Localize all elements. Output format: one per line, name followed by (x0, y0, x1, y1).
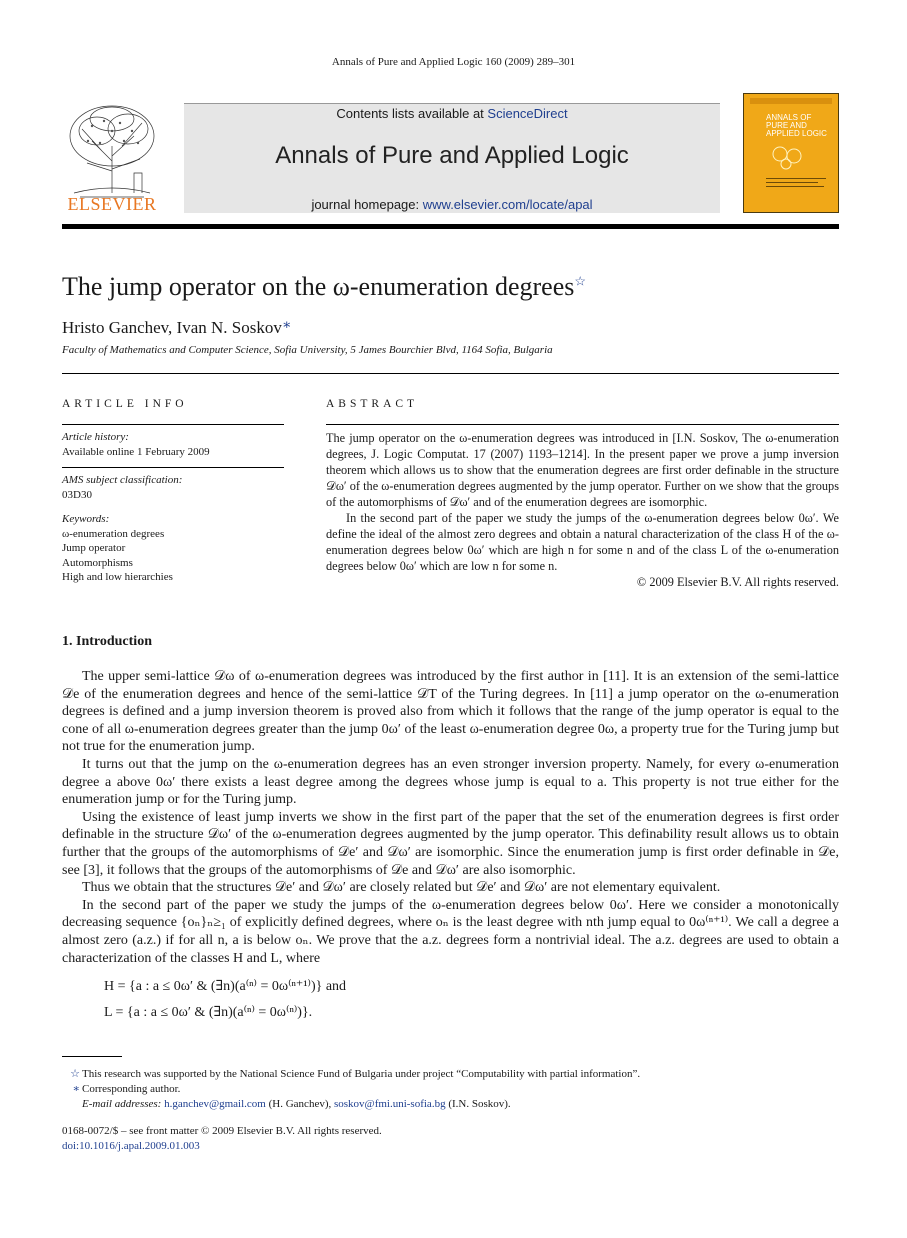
keyword-item: ω-enumeration degrees (62, 527, 165, 540)
email-owner: (I.N. Soskov). (445, 1098, 511, 1110)
email-label: E-mail addresses: (82, 1098, 165, 1110)
keyword-item: Jump operator (62, 542, 126, 554)
equation-l: L = {a : a ≤ 0ω′ & (∃n)(a⁽ⁿ⁾ = 0ω⁽ⁿ⁾)}. (104, 1005, 313, 1020)
info-rule (62, 467, 284, 468)
ams-label: AMS subject classification: (62, 474, 183, 486)
affiliation: Faculty of Mathematics and Computer Science, Sofia University, 5 James Bourchier Blvd, 1164 Sofia, Bulgaria (62, 344, 553, 356)
cover-line (766, 182, 818, 183)
footnote-corresponding (62, 1082, 180, 1095)
ams-value: 03D30 (62, 488, 92, 501)
journal-cover-thumbnail (743, 93, 839, 213)
section-heading-introduction: 1. Introduction (62, 634, 152, 649)
homepage-prefix: journal homepage: (311, 197, 423, 212)
info-rule (62, 424, 284, 425)
intro-paragraph: It turns out that the jump on the ω-enumeration degrees has an even stronger inversion property. Namely, for every ω-enumeration degree a above 0ω′ there exists a least degree among the degrees whose jump is equal to a. This property is not true either for the enumeration jump or for the Turing jump. (62, 756, 839, 808)
footnote-emails (82, 1098, 511, 1110)
history-label: Article history: (62, 431, 129, 443)
cover-line (766, 186, 824, 187)
sciencedirect-link[interactable]: ScienceDirect (487, 106, 568, 121)
corresponding-author-mark[interactable]: ∗ (281, 318, 292, 333)
homepage-link[interactable]: www.elsevier.com/locate/apal (422, 197, 593, 212)
keywords-label: Keywords: (62, 513, 110, 525)
authors (62, 317, 291, 338)
intro-paragraph: In the second part of the paper we study the jumps of the ω-enumeration degrees below 0ω′. Here we consider a monotonically decreasing sequence {oₙ}ₙ≥₁ of explicitly defined degrees, where oₙ is the least degree with nth jump equal to 0ω⁽ⁿ⁺¹⁾. We call a degree a almost zero (a.z.) if for all n, a is below oₙ. We prove that the a.z. degrees form a nontrivial ideal. The a.z. degrees are used to obtain a characterization of the classes H and L, where (62, 897, 839, 966)
abstract-copyright: © 2009 Elsevier B.V. All rights reserved. (636, 575, 839, 589)
abstract-paragraph: In the second part of the paper we study the jumps of the ω-enumeration degrees below 0ω′. We define the ideal of the almost zero degrees and obtain a natural characterization of the class H of the ω-enumeration degrees below 0ω′ which are high n for some n and of the class L of the ω-enumeration degrees below 0ω′ which are low n for some n. (326, 511, 839, 573)
cover-title: ANNALS OF PURE AND APPLIED LOGIC (766, 113, 827, 138)
doi-link[interactable]: doi:10.1016/j.apal.2009.01.003 (62, 1140, 200, 1152)
keywords (62, 512, 284, 585)
cover-header-strip (750, 98, 832, 104)
section-divider (62, 373, 839, 374)
intro-paragraph: Using the existence of least jump inverts we show in the first part of the paper that the set of the enumeration degrees is first order definable in the structure 𝒟ω′ of the ω-enumeration degrees augmented by the jump operator. This definability result allows us to obtain further that the groups of the automorphisms of 𝒟e′ and 𝒟ω′ are isomorphic. Since the enumeration jump is first order definable in 𝒟e, see [3], it follows that the groups of the automorphisms of 𝒟e and 𝒟ω′ are also isomorphic. (62, 809, 839, 878)
header-divider (62, 224, 839, 229)
cover-emblem-icon (768, 142, 808, 172)
footnote-mark: ∗ (72, 1083, 80, 1095)
keyword-item: High and low hierarchies (62, 571, 173, 583)
footnote-text: This research was supported by the National Science Fund of Bulgaria under project “Computability with partial information”. (82, 1068, 641, 1080)
abstract-paragraph: The jump operator on the ω-enumeration degrees was introduced in [I.N. Soskov, The ω-enumeration degrees, J. Logic Computat. 17 (2007) 1193–1214]. In the present paper we prove a jump inversion theorem which allows us to show that the enumeration degrees are first order definable in the structure 𝒟ω′ of the ω-enumeration degrees augmented by the jump operator. Further on we show that the groups of the automorphisms of 𝒟ω′ and of the enumeration degrees are isomorphic. (326, 431, 839, 509)
homepage-line (184, 197, 720, 212)
issn-line: 0168-0072/$ – see front matter © 2009 Elsevier B.V. All rights reserved. (62, 1125, 382, 1137)
intro-paragraph: Thus we obtain that the structures 𝒟e′ and 𝒟ω′ are closely related but 𝒟e′ and 𝒟ω′ are not elementary equivalent. (82, 880, 721, 896)
footnote-mark: ☆ (70, 1068, 80, 1080)
introduction-body (62, 668, 839, 967)
footnote-funding (62, 1067, 640, 1080)
journal-name: Annals of Pure and Applied Logic (275, 142, 629, 169)
masthead (62, 93, 839, 223)
elsevier-wordmark: ELSEVIER (67, 194, 157, 214)
author-names: Hristo Ganchev, Ivan N. Soskov (62, 318, 282, 337)
email-link-ganchev[interactable]: h.ganchev@gmail.com (164, 1098, 266, 1110)
article-title-text: The jump operator on the ω-enumeration degrees (62, 272, 575, 301)
keyword-item: Automorphisms (62, 556, 133, 569)
abstract-heading: ABSTRACT (326, 398, 419, 410)
footnote-text: Corresponding author. (82, 1083, 181, 1095)
history-value: Available online 1 February 2009 (62, 445, 210, 458)
journal-banner (184, 103, 720, 213)
email-owner: (H. Ganchev), (265, 1098, 334, 1110)
article-history (62, 430, 284, 459)
abstract-rule (326, 424, 839, 425)
footnote-rule (62, 1056, 122, 1057)
contents-line (184, 106, 720, 121)
ams-classification (62, 473, 284, 502)
intro-paragraph: The upper semi-lattice 𝒟ω of ω-enumeration degrees was introduced by the first author in [11]. It is an extension of the semi-lattice 𝒟e of the enumeration degrees and hence of the semi-lattice 𝒟T of the Turing degrees. In [11] a jump operator on the ω-enumeration degrees is defined and a jump inversion theorem is proved also from which it follows that the range of the jump operator is equal to the cone of all ω-enumeration degrees greater than the jump 0ω′ of the least ω-enumeration degree 0ω, a property true for the Turing jump but not true for the enumeration jump. (62, 669, 839, 755)
article-title (62, 272, 586, 302)
abstract-body (326, 430, 839, 590)
equation-h: H = {a : a ≤ 0ω′ & (∃n)(a⁽ⁿ⁾ = 0ω⁽ⁿ⁺¹⁾)} and (104, 979, 347, 994)
journal-citation: Annals of Pure and Applied Logic 160 (2009) 289–301 (331, 56, 576, 68)
article-info-heading: ARTICLE INFO (62, 398, 188, 410)
contents-prefix: Contents lists available at (336, 106, 488, 121)
email-link-soskov[interactable]: soskov@fmi.uni-sofia.bg (334, 1098, 446, 1110)
cover-line (766, 178, 826, 179)
title-footnote-mark[interactable]: ☆ (574, 273, 587, 289)
